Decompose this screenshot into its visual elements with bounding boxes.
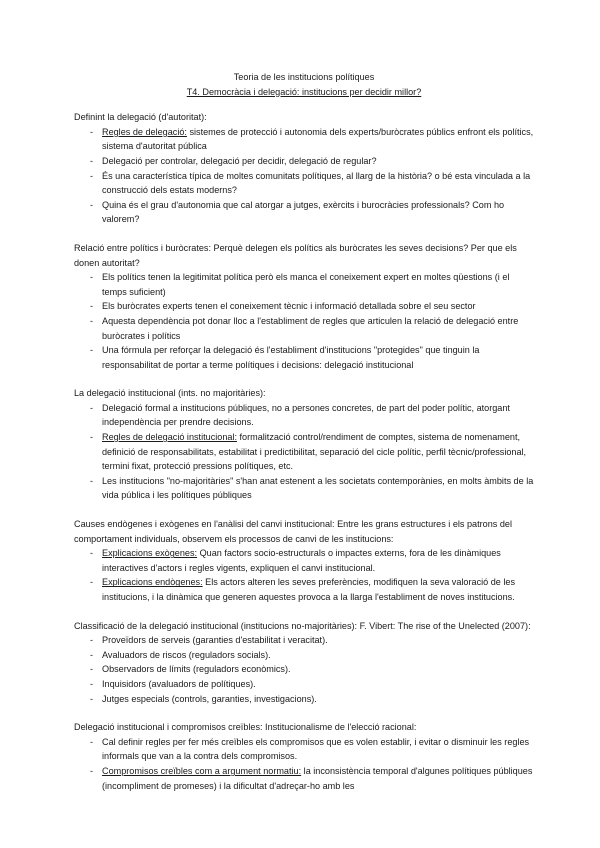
document-title (74, 70, 534, 99)
item-text: Inquisidors (avaluadors de polítiques). (102, 678, 256, 689)
list-item (74, 575, 534, 604)
bullet-dash: - (90, 678, 94, 689)
item-text: Els actors alteren les seves preferències, modifiquen la seva valoració de les institucions, i la dinàmica que generen aquestes provoca a la llarga l'establiment de noves institucions. (102, 577, 515, 602)
item-text: Observadors de límits (reguladors econòmics). (102, 664, 291, 675)
sections-container (74, 110, 534, 793)
bullet-dash: - (90, 432, 94, 443)
list-item (74, 343, 534, 372)
item-text: Les institucions "no-majoritàries" s'han anat estenent a les societats contemporànies, en molts àmbits de la vida pública i les polítiques públiques (102, 475, 534, 501)
list-item (74, 764, 534, 793)
section (74, 619, 534, 707)
section-heading: Definint la delegació (d'autoritat): (74, 112, 207, 123)
section (74, 241, 534, 372)
item-lead-term: Regles de delegació: (102, 126, 187, 137)
bullet-dash: - (90, 577, 94, 588)
list-item (74, 198, 534, 227)
list-item (74, 735, 534, 764)
bullet-dash: - (90, 199, 94, 210)
course-title: Teoria de les institucions polítiques (233, 72, 375, 82)
list-item (74, 270, 534, 299)
bullet-dash: - (90, 301, 94, 312)
bullet-list (74, 735, 534, 793)
list-item (74, 692, 534, 707)
bullet-dash: - (90, 272, 94, 283)
list-item (74, 299, 534, 314)
bullet-dash: - (90, 402, 94, 413)
bullet-dash: - (90, 649, 94, 660)
bullet-dash: - (90, 315, 94, 326)
section-heading: Relació entre polítics i buròcrates: Perquè delegen els polítics als buròcrates les seves decisions? Per que els donen autoritat? (74, 242, 517, 268)
bullet-dash: - (90, 664, 94, 675)
item-text: formalització control/rendiment de comptes, sistema de nomenament, definició de responsabilitats, estabilitat i predictibilitat, separació del cicle polític, perfil tècnic/professional, termini fixat, protecció pressions polítiques, etc. (102, 432, 527, 472)
section (74, 517, 534, 605)
bullet-dash: - (90, 548, 94, 559)
bullet-dash: - (90, 736, 94, 747)
item-lead-term: Compromisos creïbles com a argument normatiu: (102, 765, 302, 776)
bullet-dash: - (90, 126, 94, 137)
bullet-dash: - (90, 345, 94, 356)
section (74, 110, 534, 227)
list-item (74, 314, 534, 343)
list-item (74, 430, 534, 474)
section-heading: Classificació de la delegació institucional (institucions no-majoritàries): F. Vibert: The rise of the Unelected (2007): (74, 620, 531, 631)
bullet-dash: - (90, 475, 94, 486)
item-text: la inconsistència temporal d'algunes polítiques públiques (incompliment de promeses) i la dificultat d'adreçar-ho amb les (102, 765, 533, 791)
bullet-list (74, 633, 534, 706)
item-text: És una característica típica de moltes comunitats polítiques, al llarg de la història? o bé esta vinculada a la construcció dels estats moderns? (102, 170, 531, 196)
item-lead-term: Explicacions exògenes: (102, 548, 198, 559)
list-item (74, 546, 534, 575)
page-content (74, 70, 534, 793)
bullet-list (74, 270, 534, 372)
list-item (74, 125, 534, 154)
bullet-list (74, 546, 534, 604)
item-text: Aquesta dependència pot donar lloc a l'establiment de regles que articulen la relació de delegació entre buròcrates i polítics (102, 315, 519, 341)
list-item (74, 662, 534, 677)
topic-title: T4. Democràcia i delegació: institucions per decidir millor? (186, 86, 422, 97)
item-lead-term: Regles de delegació institucional: (102, 432, 237, 443)
item-text: Una fórmula per reforçar la delegació és l'establiment d'institucions "protegides" que tinguin la responsabilitat de portar a terme polítiques i decisions: delegació institucional (102, 345, 480, 370)
bullet-dash: - (90, 693, 94, 704)
item-text: Jutges especials (controls, garanties, investigacions). (102, 693, 317, 704)
item-text: Els buròcrates experts tenen el coneixement tècnic i informació detallada sobre el seu sector (102, 301, 476, 312)
item-text: Quan factors socio-estructurals o impactes externs, fora de les dinàmiques interactives d'actors i regles vigents, expliquen el canvi institucional. (102, 548, 501, 573)
item-text: Els polítics tenen la legitimitat política però els manca el coneixement expert en moltes qüestions (i el temps suficient) (102, 272, 510, 297)
list-item (74, 401, 534, 430)
item-text: Delegació per controlar, delegació per decidir, delegació de regular? (102, 155, 377, 166)
list-item (74, 677, 534, 692)
list-item (74, 474, 534, 503)
section-heading: Causes endògenes i exògenes en l'anàlisi del canvi institucional: Entre les grans estructures i els patrons del comportament individuals, observem els processos de canvi de les institucions: (74, 519, 512, 544)
section (74, 720, 534, 793)
section-heading: La delegació institucional (ints. no majoritàries): (74, 388, 266, 399)
item-text: Delegació formal a institucions públiques, no a persones concretes, de part del poder polític, atorgant independència per prendre decisions. (102, 402, 510, 428)
list-item (74, 154, 534, 169)
bullet-list (74, 401, 534, 503)
section (74, 386, 534, 503)
bullet-dash: - (90, 635, 94, 646)
section-heading: Delegació institucional i compromisos creïbles: Institucionalisme de l'elecció racional: (74, 722, 417, 733)
item-text: Avaluadors de riscos (reguladors socials). (102, 649, 271, 660)
bullet-dash: - (90, 170, 94, 181)
list-item (74, 169, 534, 198)
item-text: Cal definir regles per fer més creïbles els compromisos que es volen establir, i evitar o disminuir les regles informals que van a la contra dels compromisos. (102, 736, 530, 762)
bullet-list (74, 125, 534, 227)
item-text: Quina és el grau d'autonomia que cal atorgar a jutges, exèrcits i burocràcies professionals? Com ho valorem? (102, 199, 505, 225)
list-item (74, 648, 534, 663)
bullet-dash: - (90, 765, 94, 776)
list-item (74, 633, 534, 648)
item-text: sistemes de protecció i autonomia dels experts/buròcrates públics enfront els polítics, sistema d'autoritat pública (102, 126, 534, 152)
item-text: Proveïdors de serveis (garanties d'estabilitat i veracitat). (102, 635, 328, 646)
item-lead-term: Explicacions endògenes: (102, 577, 203, 588)
bullet-dash: - (90, 155, 94, 166)
